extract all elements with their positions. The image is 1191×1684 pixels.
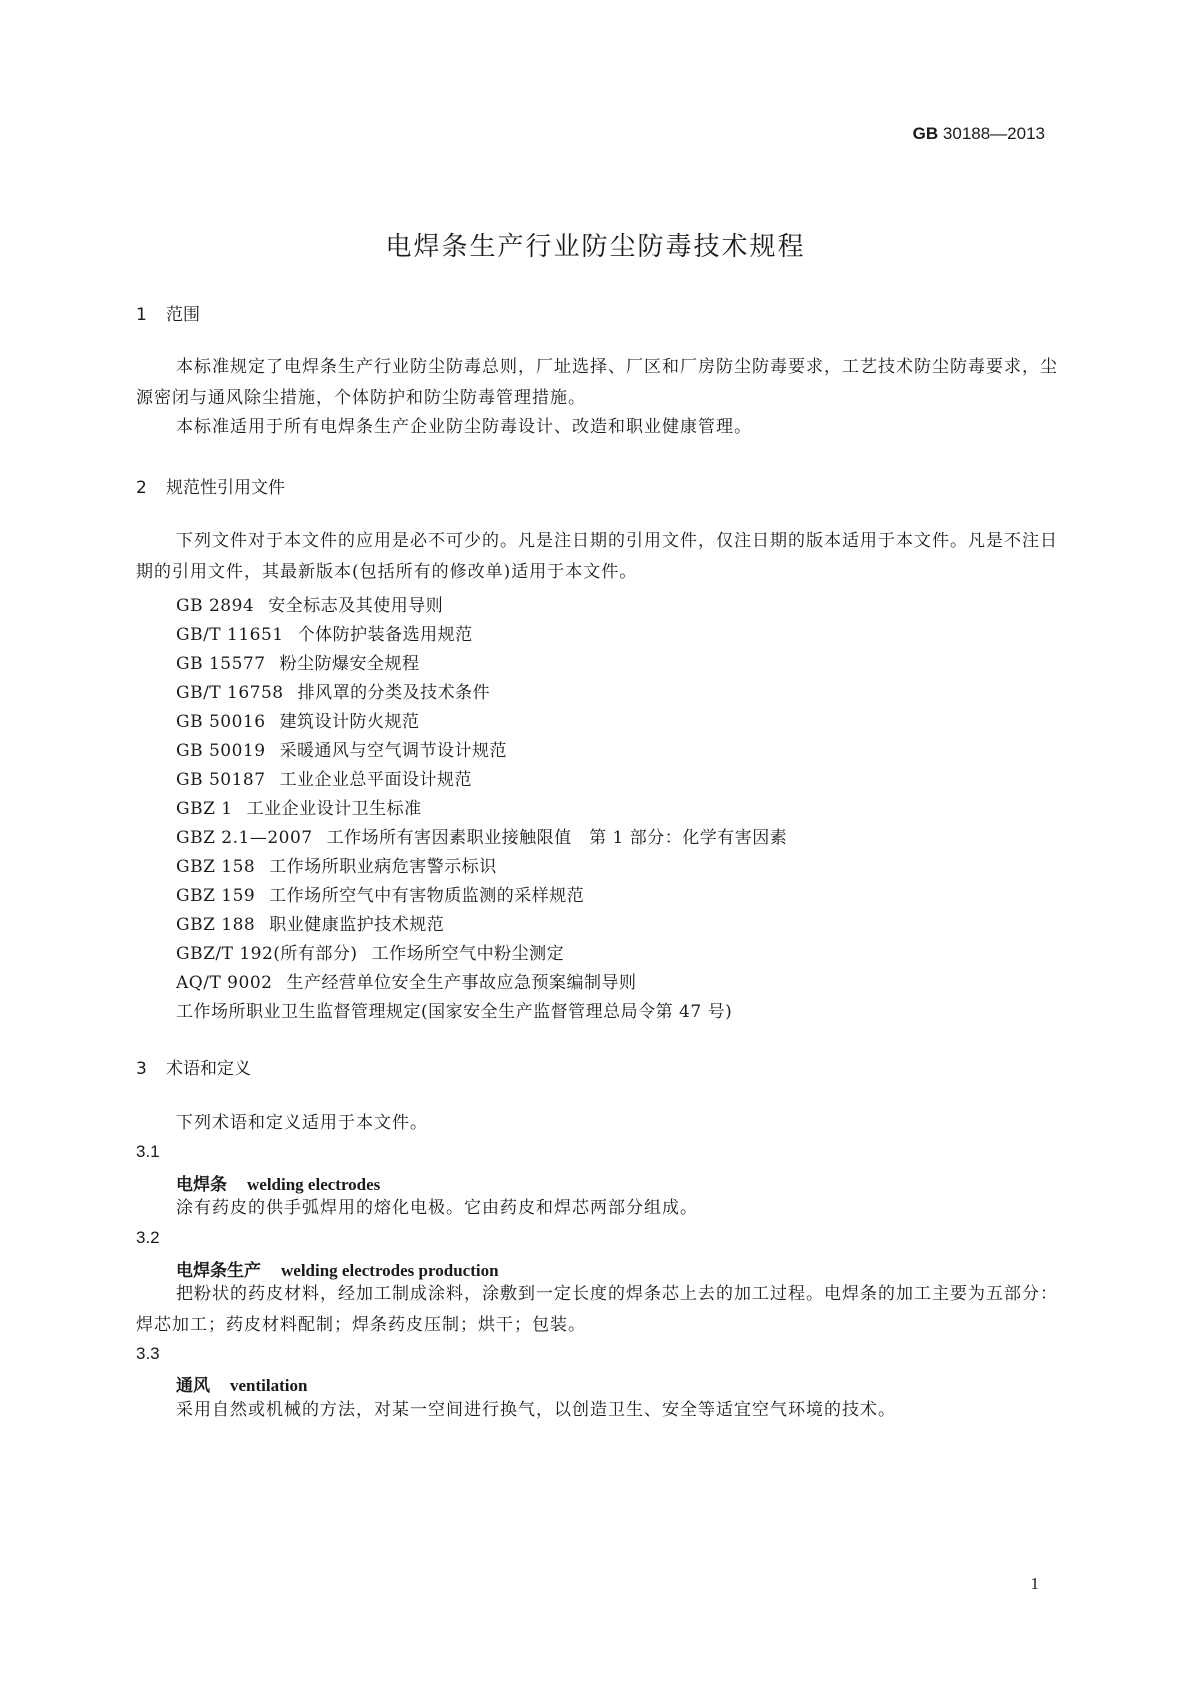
reference-title: 工业企业设计卫生标准 <box>246 799 422 819</box>
reference-title: 安全标志及其使用导则 <box>268 596 444 616</box>
reference-item <box>176 591 443 616</box>
term-zh: 电焊条 <box>176 1175 227 1195</box>
section-number: 3 <box>136 1059 147 1079</box>
term-definition: 采用自然或机械的方法，对某一空间进行换气，以创造卫生、安全等适宜空气环境的技术。 <box>176 1400 896 1420</box>
reference-code: GB 50019 <box>176 741 266 761</box>
reference-code: GB 50187 <box>176 770 266 790</box>
section-title: 范围 <box>166 305 200 325</box>
terms-intro: 下列术语和定义适用于本文件。 <box>176 1113 428 1133</box>
term-definition: 把粉状的药皮材料，经加工制成涂料，涂敷到一定长度的焊条芯上去的加工过程。电焊条的加工主要为五部分：焊芯加工；药皮材料配制；焊条药皮压制；烘干；包装。 <box>136 1284 1058 1335</box>
reference-title: 工作场所职业病危害警示标识 <box>269 857 497 877</box>
section-heading-normative-references <box>136 473 285 498</box>
section-heading-scope <box>136 300 200 325</box>
reference-item <box>176 939 564 964</box>
reference-code: GB 15577 <box>176 654 266 674</box>
term-en: ventilation <box>230 1376 308 1395</box>
reference-code: GBZ/T 192(所有部分) <box>176 944 358 964</box>
reference-item <box>176 823 787 848</box>
reference-item <box>176 620 473 645</box>
term-en: welding electrodes <box>247 1175 381 1194</box>
reference-item <box>176 852 497 877</box>
standard-prefix: GB <box>912 124 939 143</box>
reference-item <box>176 794 422 819</box>
reference-code: GBZ 2.1—2007 <box>176 828 313 848</box>
term-heading <box>176 1170 380 1195</box>
reference-title: 建筑设计防火规范 <box>279 712 420 732</box>
reference-title: 生产经营单位安全生产事故应急预案编制导则 <box>286 973 637 993</box>
reference-title: 工作场所有害因素职业接触限值 第 1 部分：化学有害因素 <box>326 828 788 848</box>
section-number: 1 <box>136 305 147 325</box>
term-zh: 通风 <box>176 1376 210 1396</box>
term-heading <box>176 1371 307 1396</box>
reference-code: GBZ 1 <box>176 799 233 819</box>
reference-item <box>176 910 444 935</box>
reference-code: GB 2894 <box>176 596 255 616</box>
reference-code: GBZ 158 <box>176 857 256 877</box>
reference-item <box>176 649 420 674</box>
reference-code: GBZ 159 <box>176 886 256 906</box>
section-number: 2 <box>136 478 147 498</box>
section-title: 术语和定义 <box>166 1059 251 1079</box>
reference-title: 工作场所空气中有害物质监测的采样规范 <box>269 886 585 906</box>
term-en: welding electrodes production <box>281 1261 499 1280</box>
reference-code: AQ/T 9002 <box>176 973 273 993</box>
reference-title: 工业企业总平面设计规范 <box>279 770 473 790</box>
reference-title: 排风罩的分类及技术条件 <box>297 683 491 703</box>
section-heading-terms <box>136 1054 251 1079</box>
reference-item-regulation: 工作场所职业卫生监督管理规定(国家安全生产监督管理总局令第 47 号) <box>176 1002 733 1022</box>
term-number: 3.3 <box>136 1344 160 1363</box>
reference-code: GB/T 16758 <box>176 683 284 703</box>
reference-title: 工作场所空气中粉尘测定 <box>371 944 565 964</box>
reference-title: 采暖通风与空气调节设计规范 <box>279 741 508 761</box>
reference-item <box>176 736 507 761</box>
term-number: 3.1 <box>136 1142 160 1161</box>
term-heading <box>176 1256 499 1281</box>
reference-code: GBZ 188 <box>176 915 256 935</box>
page-number: 1 <box>1030 1574 1039 1593</box>
term-number: 3.2 <box>136 1228 160 1247</box>
reference-title: 粉尘防爆安全规程 <box>279 654 420 674</box>
standard-code: 30188—2013 <box>942 124 1045 143</box>
scope-paragraph-1: 本标准规定了电焊条生产行业防尘防毒总则，厂址选择、厂区和厂房防尘防毒要求，工艺技术防尘防毒要求，尘源密闭与通风除尘措施，个体防护和防尘防毒管理措施。 <box>136 357 1058 408</box>
term-definition: 涂有药皮的供手弧焊用的熔化电极。它由药皮和焊芯两部分组成。 <box>176 1198 698 1218</box>
reference-item <box>176 678 490 703</box>
reference-item <box>176 881 584 906</box>
reference-item <box>176 707 420 732</box>
reference-item <box>176 968 636 993</box>
reference-item <box>176 765 472 790</box>
scope-paragraph-2: 本标准适用于所有电焊条生产企业防尘防毒设计、改造和职业健康管理。 <box>176 417 752 437</box>
standard-number <box>913 124 1045 144</box>
references-intro: 下列文件对于本文件的应用是必不可少的。凡是注日期的引用文件，仅注日期的版本适用于本文件。凡是不注日期的引用文件，其最新版本(包括所有的修改单)适用于本文件。 <box>136 531 1058 582</box>
term-zh: 电焊条生产 <box>176 1261 261 1281</box>
section-title: 规范性引用文件 <box>166 478 285 498</box>
reference-code: GB 50016 <box>176 712 266 732</box>
reference-title: 个体防护装备选用规范 <box>297 625 473 645</box>
reference-code: GB/T 11651 <box>176 625 284 645</box>
reference-title: 职业健康监护技术规范 <box>269 915 445 935</box>
document-title: 电焊条生产行业防尘防毒技术规程 <box>385 232 806 262</box>
